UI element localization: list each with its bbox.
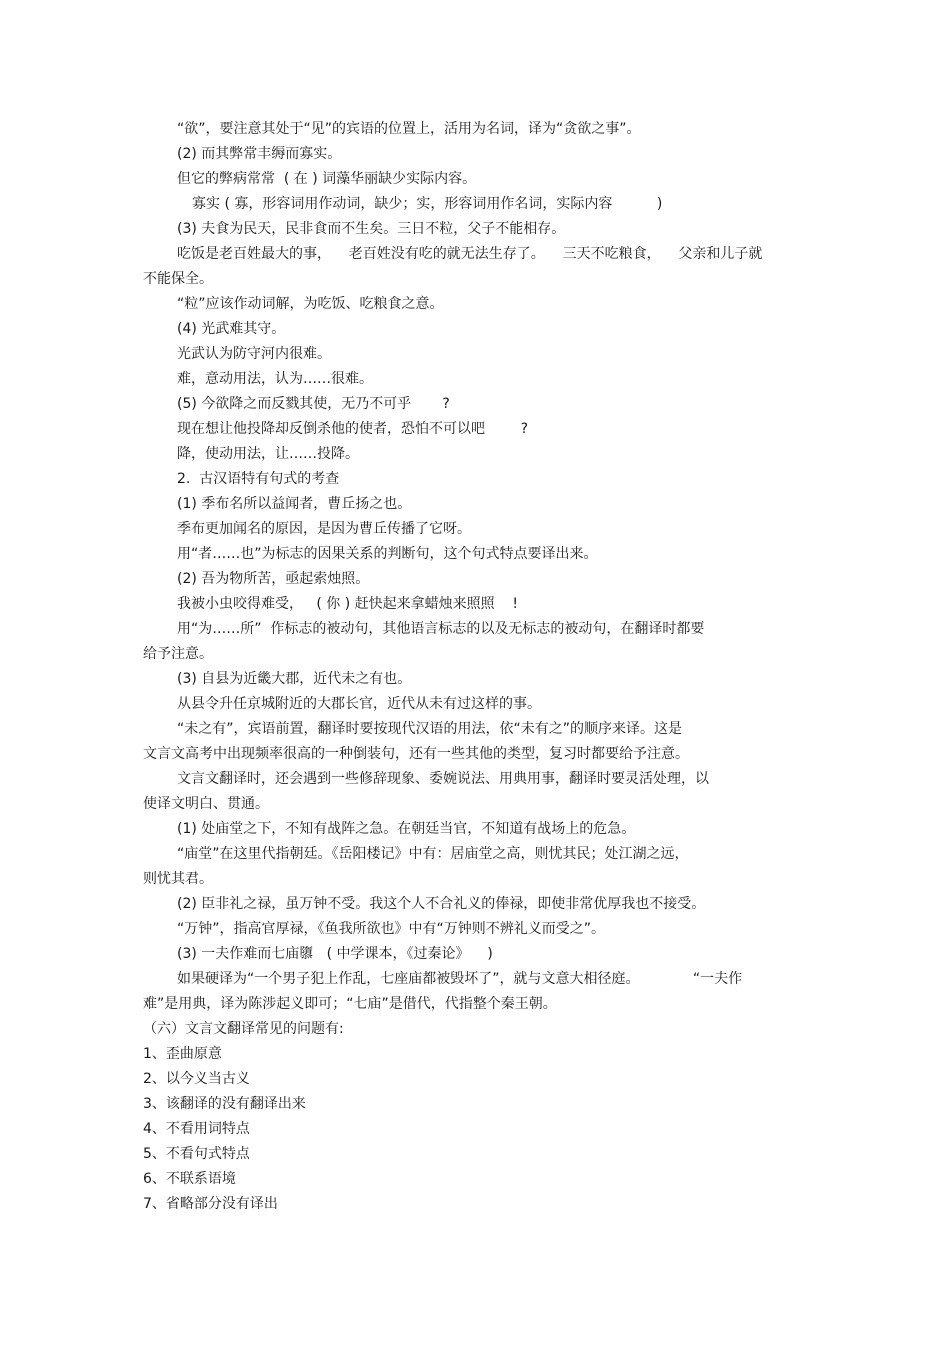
section-heading: （六）文言文翻译常见的问题有: bbox=[143, 1021, 344, 1037]
text-line: 难，意动用法，认为……很难。 bbox=[177, 371, 373, 387]
text-line: 文言文翻译时，还会遇到一些修辞现象、委婉说法、用典用事，翻译时要灵活处理，以 bbox=[177, 771, 709, 787]
text-line: 季布更加闻名的原因，是因为曹丘传播了它呀。 bbox=[177, 521, 471, 537]
list-item: 2、以今义当古义 bbox=[143, 1071, 250, 1087]
text-line: 用“者……也”为标志的因果关系的判断句，这个句式特点要译出来。 bbox=[177, 546, 598, 562]
list-item: 6、不联系语境 bbox=[143, 1171, 236, 1187]
text-line: (1) 处庙堂之下，不知有战阵之急。在朝廷当官，不知道有战场上的危急。 bbox=[177, 821, 636, 837]
text-line: (3) 自县为近畿大郡，近代未之有也。 bbox=[177, 671, 412, 687]
list-item: 5、不看句式特点 bbox=[143, 1146, 250, 1162]
text-line: 从县令升任京城附近的大郡长官，近代从未有过这样的事。 bbox=[177, 696, 541, 712]
list-item: 3、该翻译的没有翻译出来 bbox=[143, 1096, 306, 1112]
list-item: 1、歪曲原意 bbox=[143, 1046, 222, 1062]
text-line: (2) 而其弊常丰缛而寡实。 bbox=[177, 146, 342, 162]
text-line: (1) 季布名所以益闻者，曹丘扬之也。 bbox=[177, 496, 412, 512]
text-line: 降，使动用法，让……投降。 bbox=[177, 446, 359, 462]
text-line: “欲”，要注意其处于“见”的宾语的位置上，活用为名词，译为“贪欲之事”。 bbox=[177, 121, 641, 137]
text-line: 如果硬译为“一个男子犯上作乱，七座庙都被毁坏了”，就与文意大相径庭。 “一夫作 bbox=[177, 971, 743, 987]
text-line: (3) 一夫作难而七庙隳 ( 中学课本，《过秦论》 ) bbox=[177, 946, 493, 962]
text-line: “未之有”，宾语前置，翻译时要按现代汉语的用法，依“未有之”的顺序来译。这是 bbox=[177, 721, 683, 737]
text-line: (2) 臣非礼之禄，虽万钟不受。我这个人不合礼义的俸禄，即使非常优厚我也不接受。 bbox=[177, 896, 706, 912]
text-line: 现在想让他投降却反倒杀他的使者，恐怕不可以吧 ? bbox=[177, 421, 529, 437]
text-line: 用“为……所” 作标志的被动句，其他语言标志的以及无标志的被动句，在翻译时都要 bbox=[177, 621, 705, 637]
text-line: 光武认为防守河内很难。 bbox=[177, 346, 331, 362]
list-item: 4、不看用词特点 bbox=[143, 1121, 250, 1137]
text-line: “庙堂”在这里代指朝廷。《岳阳楼记》中有：居庙堂之高，则忧其民；处江湖之远， bbox=[177, 846, 689, 862]
text-line: (4) 光武难其守。 bbox=[177, 321, 286, 337]
text-line: “粒”应该作动词解，为吃饭、吃粮食之意。 bbox=[177, 296, 444, 312]
text-line: 则忧其君。 bbox=[143, 871, 213, 887]
text-line: 文言文高考中出现频率很高的一种倒装句，还有一些其他的类型，复习时都要给予注意。 bbox=[143, 746, 689, 762]
text-line: “万钟”，指高官厚禄，《鱼我所欲也》中有“万钟则不辨礼义而受之”。 bbox=[177, 921, 606, 937]
text-line: 寡实 ( 寡，形容词用作动词，缺少；实，形容词用作名词，实际内容 ) bbox=[192, 196, 663, 212]
text-line: 给予注意。 bbox=[143, 646, 213, 662]
text-line: 难”是用典，译为陈涉起义即可；“七庙”是借代，代指整个秦王朝。 bbox=[143, 996, 557, 1012]
section-heading: 2. 古汉语特有句式的考查 bbox=[177, 471, 340, 487]
text-line: (3) 夫食为民天，民非食而不生矣。三日不粒，父子不能相存。 bbox=[177, 221, 566, 237]
text-line: 不能保全。 bbox=[143, 271, 213, 287]
text-line: 我被小虫咬得难受， ( 你 ) 赶快起来拿蜡烛来照照 ! bbox=[177, 596, 519, 612]
text-line: (2) 吾为物所苦，亟起索烛照。 bbox=[177, 571, 370, 587]
text-line: 吃饭是老百姓最大的事， 老百姓没有吃的就无法生存了。 三天不吃粮食， 父亲和儿子就 bbox=[177, 246, 763, 262]
text-line: (5) 今欲降之而反戮其使，无乃不可乎 ? bbox=[177, 396, 450, 412]
text-line: 使译文明白、贯通。 bbox=[143, 796, 269, 812]
list-item: 7、省略部分没有译出 bbox=[143, 1196, 278, 1212]
text-line: 但它的弊病常常 ( 在 ) 词藻华丽缺少实际内容。 bbox=[177, 171, 477, 187]
